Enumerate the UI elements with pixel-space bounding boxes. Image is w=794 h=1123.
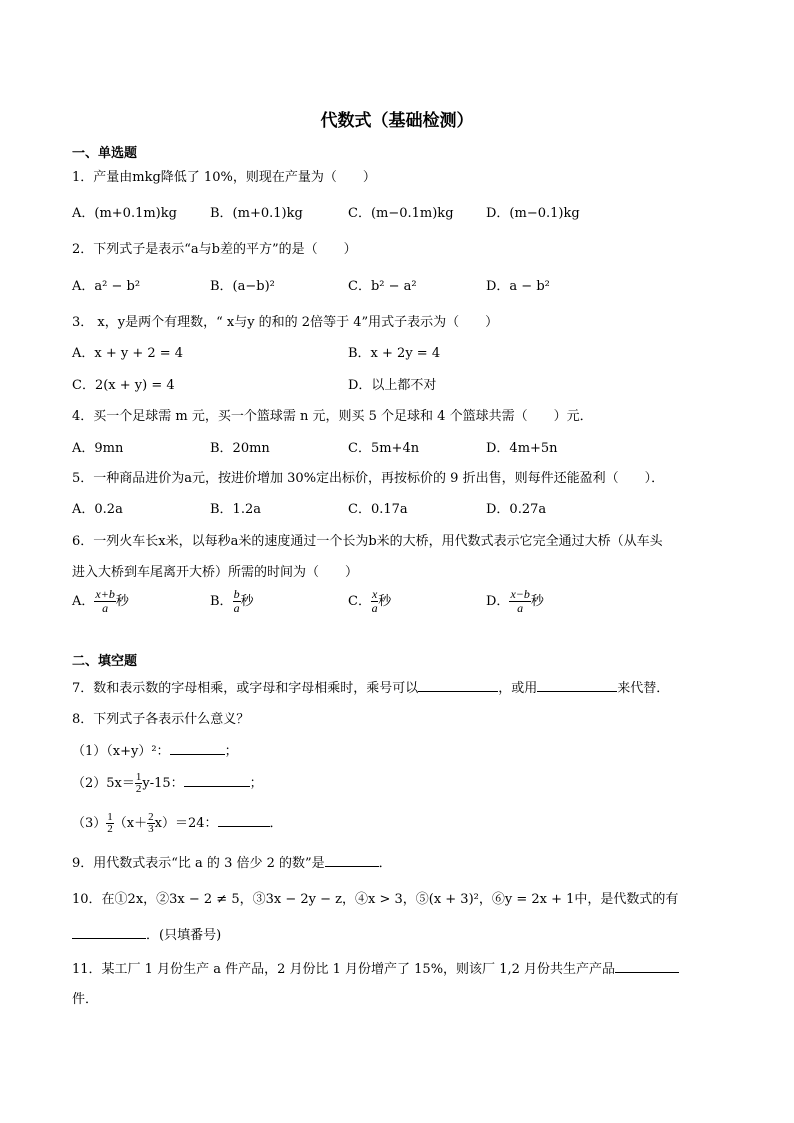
- answer-blank[interactable]: [72, 926, 146, 939]
- question-5-option-b[interactable]: B．1.2a: [210, 502, 261, 517]
- question-6-option-b[interactable]: B． $\frac{b}{a}$ 秒: [210, 587, 254, 615]
- answer-blank[interactable]: [170, 742, 225, 755]
- question-3-option-a[interactable]: A．x + y + 2 = 4: [72, 346, 184, 361]
- question-3-option-c[interactable]: C．2(x + y) = 4: [72, 378, 175, 393]
- fraction: $\frac{x+b}{a}$: [95, 587, 115, 615]
- fraction: $\frac{x-b}{a}$: [510, 587, 530, 615]
- question-8-sub-2: （2）5x＝ $\frac{1}{2}$ y-15： ；: [72, 771, 263, 795]
- answer-blank[interactable]: [325, 854, 379, 867]
- fraction: $\frac{1}{2}$: [135, 771, 142, 795]
- question-1-option-d[interactable]: D．(m−0.1)kg: [486, 206, 580, 221]
- question-8-stem: 8．下列式子各表示什么意义？: [72, 712, 250, 727]
- question-1-option-c[interactable]: C．(m−0.1m)kg: [348, 206, 454, 221]
- question-6-stem-line1: 6．一列火车长x米，以每秒a米的速度通过一个长为b米的大桥，用代数式表示它完全通过大桥（从车头: [72, 534, 663, 549]
- question-8-sub-3: （3） $\frac{1}{2}$ （x＋ $\frac{2}{3}$ x）＝24： ．: [72, 811, 283, 835]
- answer-blank[interactable]: [537, 679, 617, 692]
- answer-blank[interactable]: [418, 679, 498, 692]
- page-title: 代数式（基础检测）: [320, 111, 474, 131]
- fraction: $\frac{x}{a}$: [371, 587, 378, 615]
- question-5-option-a[interactable]: A．0.2a: [72, 502, 123, 517]
- question-7: 7．数和表示数的字母相乘，或字母和字母相乘时，乘号可以 ，或用 来代替．: [72, 681, 670, 696]
- question-4-option-a[interactable]: A．9mn: [72, 441, 124, 456]
- question-9: 9．用代数式表示“比 a 的 3 倍少 2 的数”是 ．: [72, 856, 392, 871]
- question-5-option-c[interactable]: C．0.17a: [348, 502, 408, 517]
- question-10-line2: ．(只填番号): [72, 924, 221, 943]
- question-11-line1: 11．某工厂 1 月份生产 a 件产品，2 月份比 1 月份增产了 15%，则该厂 1,2 月份共生产产品: [72, 958, 679, 977]
- section-heading-fill-blank: 二、填空题: [72, 654, 138, 669]
- question-6-option-c[interactable]: C． $\frac{x}{a}$ 秒: [348, 587, 392, 615]
- question-6-option-d[interactable]: D． $\frac{x-b}{a}$ 秒: [486, 587, 544, 615]
- question-6-option-a[interactable]: A． $\frac{x+b}{a}$ 秒: [72, 587, 129, 615]
- question-6-stem-line2: 进入大桥到车尾离开大桥）所需的时间为（ ）: [72, 565, 359, 580]
- question-4-stem: 4．买一个足球需 m 元，买一个篮球需 n 元，则买 5 个足球和 4 个篮球共需（ ）元．: [72, 409, 593, 424]
- question-3-option-b[interactable]: B．x + 2y = 4: [348, 346, 441, 361]
- question-2-option-a[interactable]: A．a² − b²: [72, 279, 141, 294]
- question-1-stem: 1．产量由mkg降低了 10%，则现在产量为（ ）: [72, 170, 376, 185]
- question-4-option-d[interactable]: D．4m+5n: [486, 441, 558, 456]
- question-8-sub-1: （1）（x+y）²： ；: [72, 744, 238, 759]
- fraction: $\frac{2}{3}$: [148, 811, 154, 835]
- answer-blank[interactable]: [184, 774, 250, 787]
- fraction: $\frac{b}{a}$: [233, 587, 240, 615]
- question-2-option-d[interactable]: D．a − b²: [486, 279, 550, 294]
- section-heading-single-choice: 一、单选题: [72, 146, 138, 161]
- question-3-option-d[interactable]: D．以上都不对: [348, 378, 437, 393]
- answer-blank[interactable]: [615, 960, 679, 973]
- question-5-stem: 5．一种商品进价为a元，按进价增加 30%定出标价，再按标价的 9 折出售，则每件还能盈利（ ）．: [72, 471, 665, 486]
- question-4-option-b[interactable]: B．20mn: [210, 441, 270, 456]
- question-1-option-a[interactable]: A．(m+0.1m)kg: [72, 206, 177, 221]
- question-2-stem: 2．下列式子是表示“a与b差的平方”的是（ ）: [72, 242, 357, 257]
- answer-blank[interactable]: [218, 814, 270, 827]
- question-11-line2: 件．: [72, 992, 99, 1007]
- question-10-line1: 10．在①2x，②3x − 2 ≠ 5，③3x − 2y − z，④x > 3，⑤(x + 3)²，⑥y = 2x + 1中，是代数式的有: [72, 892, 679, 907]
- question-4-option-c[interactable]: C．5m+4n: [348, 441, 420, 456]
- question-2-option-c[interactable]: C．b² − a²: [348, 279, 417, 294]
- question-1-option-b[interactable]: B．(m+0.1)kg: [210, 206, 303, 221]
- question-5-option-d[interactable]: D．0.27a: [486, 502, 547, 517]
- question-2-option-b[interactable]: B．(a−b)²: [210, 279, 275, 294]
- fraction: $\frac{1}{2}$: [107, 811, 113, 835]
- question-3-stem: 3． x，y是两个有理数，“ x与y 的和的 2倍等于 4”用式子表示为（ ）: [72, 315, 499, 330]
